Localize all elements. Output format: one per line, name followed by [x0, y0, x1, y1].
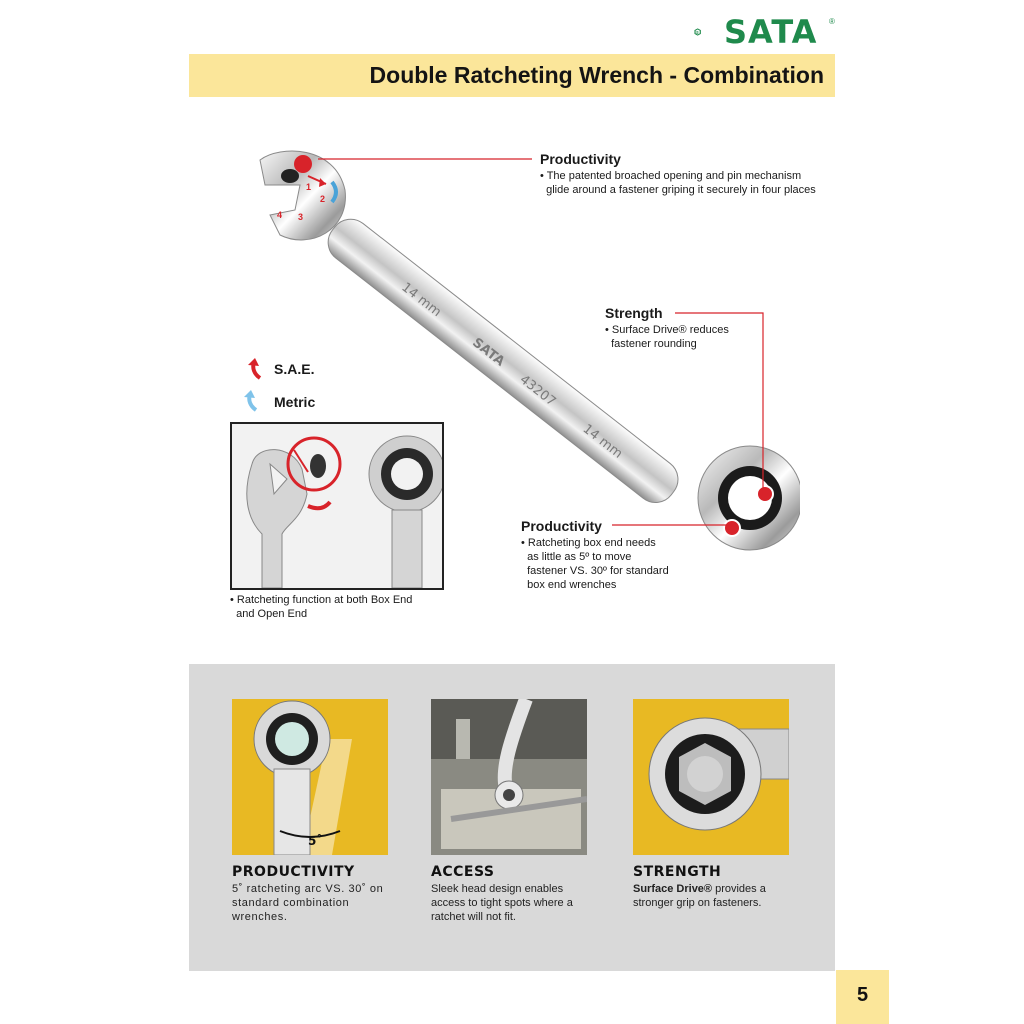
step-number-2: 2 [320, 194, 326, 204]
step-number-3: 3 [298, 212, 304, 222]
callout-productivity-top-text [540, 169, 816, 197]
callout-line: box end wrenches [521, 579, 617, 591]
callout-strength-heading: Strength [605, 305, 663, 321]
ratchet-detail-illustration [232, 424, 442, 588]
callout-productivity-top-heading: Productivity [540, 151, 621, 167]
feature-access-image [431, 699, 587, 855]
wrench-brand-mark: SATA [469, 335, 508, 370]
feature-productivity-image [232, 699, 388, 855]
metric-arrow-icon [240, 390, 262, 412]
brand-name: SATA [724, 13, 818, 51]
callout-line: fastener VS. 30º for standard [521, 565, 669, 577]
surface-drive-brand: Surface Drive® [633, 883, 713, 895]
callout-line: glide around a fastener griping it securely in four places [540, 184, 816, 196]
caption-line: and Open End [230, 608, 308, 620]
legend-sae-label: S.A.E. [274, 361, 315, 377]
feature-strength-text [633, 882, 793, 910]
productivity-angle-label: 5˚ [308, 834, 323, 848]
feature-strength-image [633, 699, 789, 855]
callout-line: • Ratcheting box end needs [521, 537, 656, 549]
feature-strength-body: provides a stronger grip on fasteners. [633, 883, 766, 909]
ratchet-detail-photo [230, 422, 444, 590]
callout-productivity-bottom-heading: Productivity [521, 518, 602, 534]
wrench-size-label-1: 14 mm [398, 279, 444, 321]
step-number-1: 1 [306, 182, 312, 192]
feature-access-heading: ACCESS [431, 864, 495, 880]
page-number: 5 [856, 984, 869, 1006]
callout-line: • The patented broached opening and pin mechanism [540, 170, 802, 182]
legend-metric-label: Metric [274, 394, 316, 410]
callout-line: • Surface Drive® reduces [605, 324, 729, 336]
callout-line: fastener rounding [605, 338, 697, 350]
step-number-4: 4 [277, 210, 283, 220]
caption-line: • Ratcheting function at both Box End [230, 594, 413, 606]
callout-strength-text [605, 323, 729, 351]
wrench-size-label-2: 14 mm [579, 421, 626, 462]
sae-arrow-icon [244, 358, 266, 380]
brand-registered-mark: ® [829, 17, 835, 26]
inset-caption [230, 593, 450, 621]
feature-productivity-heading: PRODUCTIVITY [232, 864, 355, 880]
feature-strength-heading: STRENGTH [633, 864, 722, 880]
wrench-model-number: 43207 [516, 372, 559, 410]
page-title: Double Ratcheting Wrench - Combination [369, 62, 824, 88]
callout-productivity-bottom-text [521, 536, 669, 592]
feature-productivity-text: 5˚ ratcheting arc VS. 30˚ on standard combination wrenches. [232, 883, 384, 923]
feature-access-text: Sleek head design enables access to tight spots where a ratchet will not fit. [431, 883, 573, 923]
callout-line: as little as 5º to move [521, 551, 632, 563]
